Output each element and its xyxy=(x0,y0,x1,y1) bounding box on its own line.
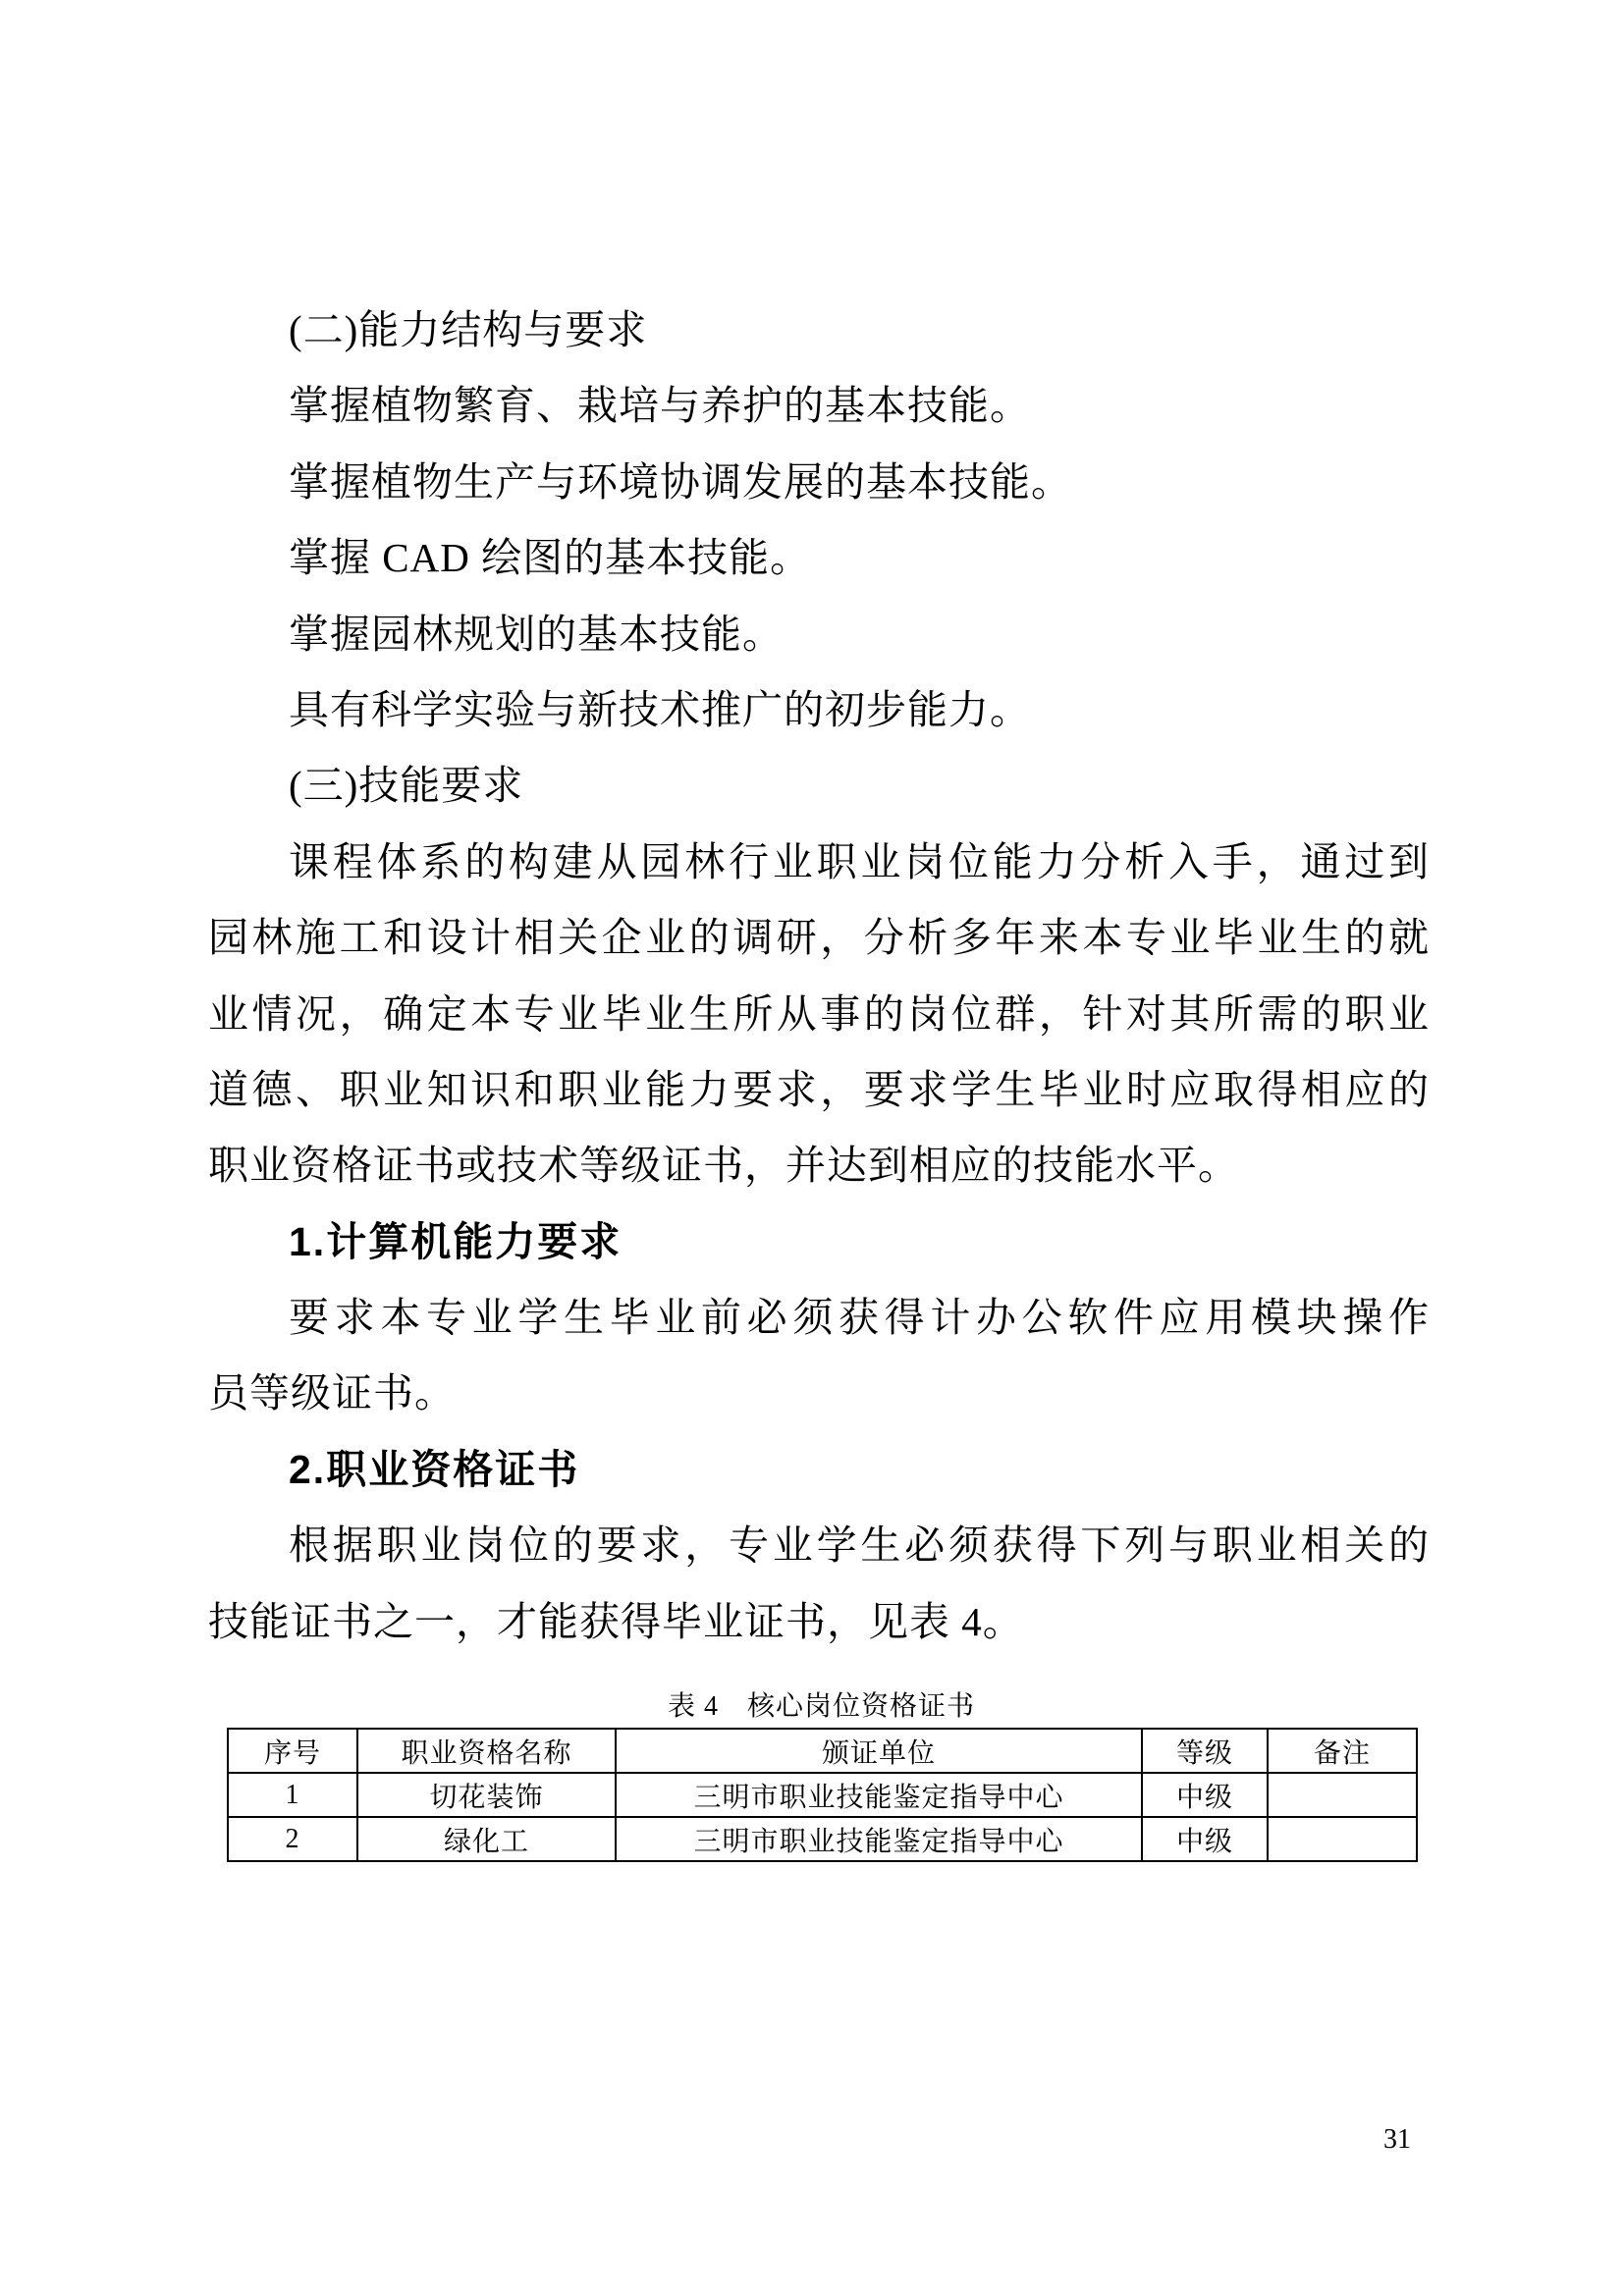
certificate-table xyxy=(227,1728,1418,1862)
text-line: 园林施工和设计相关企业的调研，分析多年来本专业毕业生的就 xyxy=(208,915,1430,961)
text-line: 掌握 CAD 绘图的基本技能。 xyxy=(289,535,812,581)
text-line: 技能证书之一，才能获得毕业证书，见表 4。 xyxy=(208,1598,1024,1644)
table-cell: 1 xyxy=(228,1773,357,1817)
table-header-row xyxy=(228,1729,1417,1773)
table-cell: 绿化工 xyxy=(357,1817,616,1861)
text-line: 职业资格证书或技术等级证书，并达到相应的技能水平。 xyxy=(208,1143,1239,1189)
table-cell: 切花装饰 xyxy=(357,1773,616,1817)
table-row xyxy=(228,1773,1417,1817)
table-cell: 2 xyxy=(228,1817,357,1861)
body-text xyxy=(208,293,1430,1660)
text-line: 员等级证书。 xyxy=(208,1370,456,1416)
table-header-cell: 颁证单位 xyxy=(616,1729,1142,1773)
text-line: 道德、职业知识和职业能力要求，要求学生毕业时应取得相应的 xyxy=(208,1066,1430,1112)
text-line: 要求本专业学生毕业前必须获得计办公软件应用模块操作 xyxy=(289,1295,1430,1341)
text-line: 掌握植物繁育、栽培与养护的基本技能。 xyxy=(289,383,1031,429)
table-header-cell: 职业资格名称 xyxy=(357,1729,616,1773)
text-line: (三)技能要求 xyxy=(289,763,524,809)
table-cell: 三明市职业技能鉴定指导中心 xyxy=(616,1817,1142,1861)
text-line: 具有科学实验与新技术推广的初步能力。 xyxy=(289,686,1031,732)
text-line: 业情况，确定本专业毕业生所从事的岗位群，针对其所需的职业 xyxy=(208,990,1430,1037)
section-heading: 2.职业资格证书 xyxy=(289,1446,580,1492)
text-line: 掌握园林规划的基本技能。 xyxy=(289,611,784,657)
table-cell: 中级 xyxy=(1142,1817,1268,1861)
section-heading: 1.计算机能力要求 xyxy=(289,1218,623,1264)
table-cell xyxy=(1268,1773,1417,1817)
table-header-cell: 备注 xyxy=(1268,1729,1417,1773)
table-caption: 表 4 核心岗位资格证书 xyxy=(667,1691,975,1722)
certificate-table-section xyxy=(227,1690,1416,1862)
text-line: 掌握植物生产与环境协调发展的基本技能。 xyxy=(289,458,1072,505)
table-header-cell: 序号 xyxy=(228,1729,357,1773)
table-row xyxy=(228,1817,1417,1861)
table-cell: 中级 xyxy=(1142,1773,1268,1817)
text-line: (二)能力结构与要求 xyxy=(289,307,648,352)
table-cell: 三明市职业技能鉴定指导中心 xyxy=(616,1773,1142,1817)
table-header-cell: 等级 xyxy=(1142,1729,1268,1773)
table-cell xyxy=(1268,1817,1417,1861)
page-number: 31 xyxy=(1383,2124,1411,2155)
text-line: 课程体系的构建从园林行业职业岗位能力分析入手，通过到 xyxy=(289,838,1430,884)
text-line: 根据职业岗位的要求，专业学生必须获得下列与职业相关的 xyxy=(289,1522,1430,1569)
